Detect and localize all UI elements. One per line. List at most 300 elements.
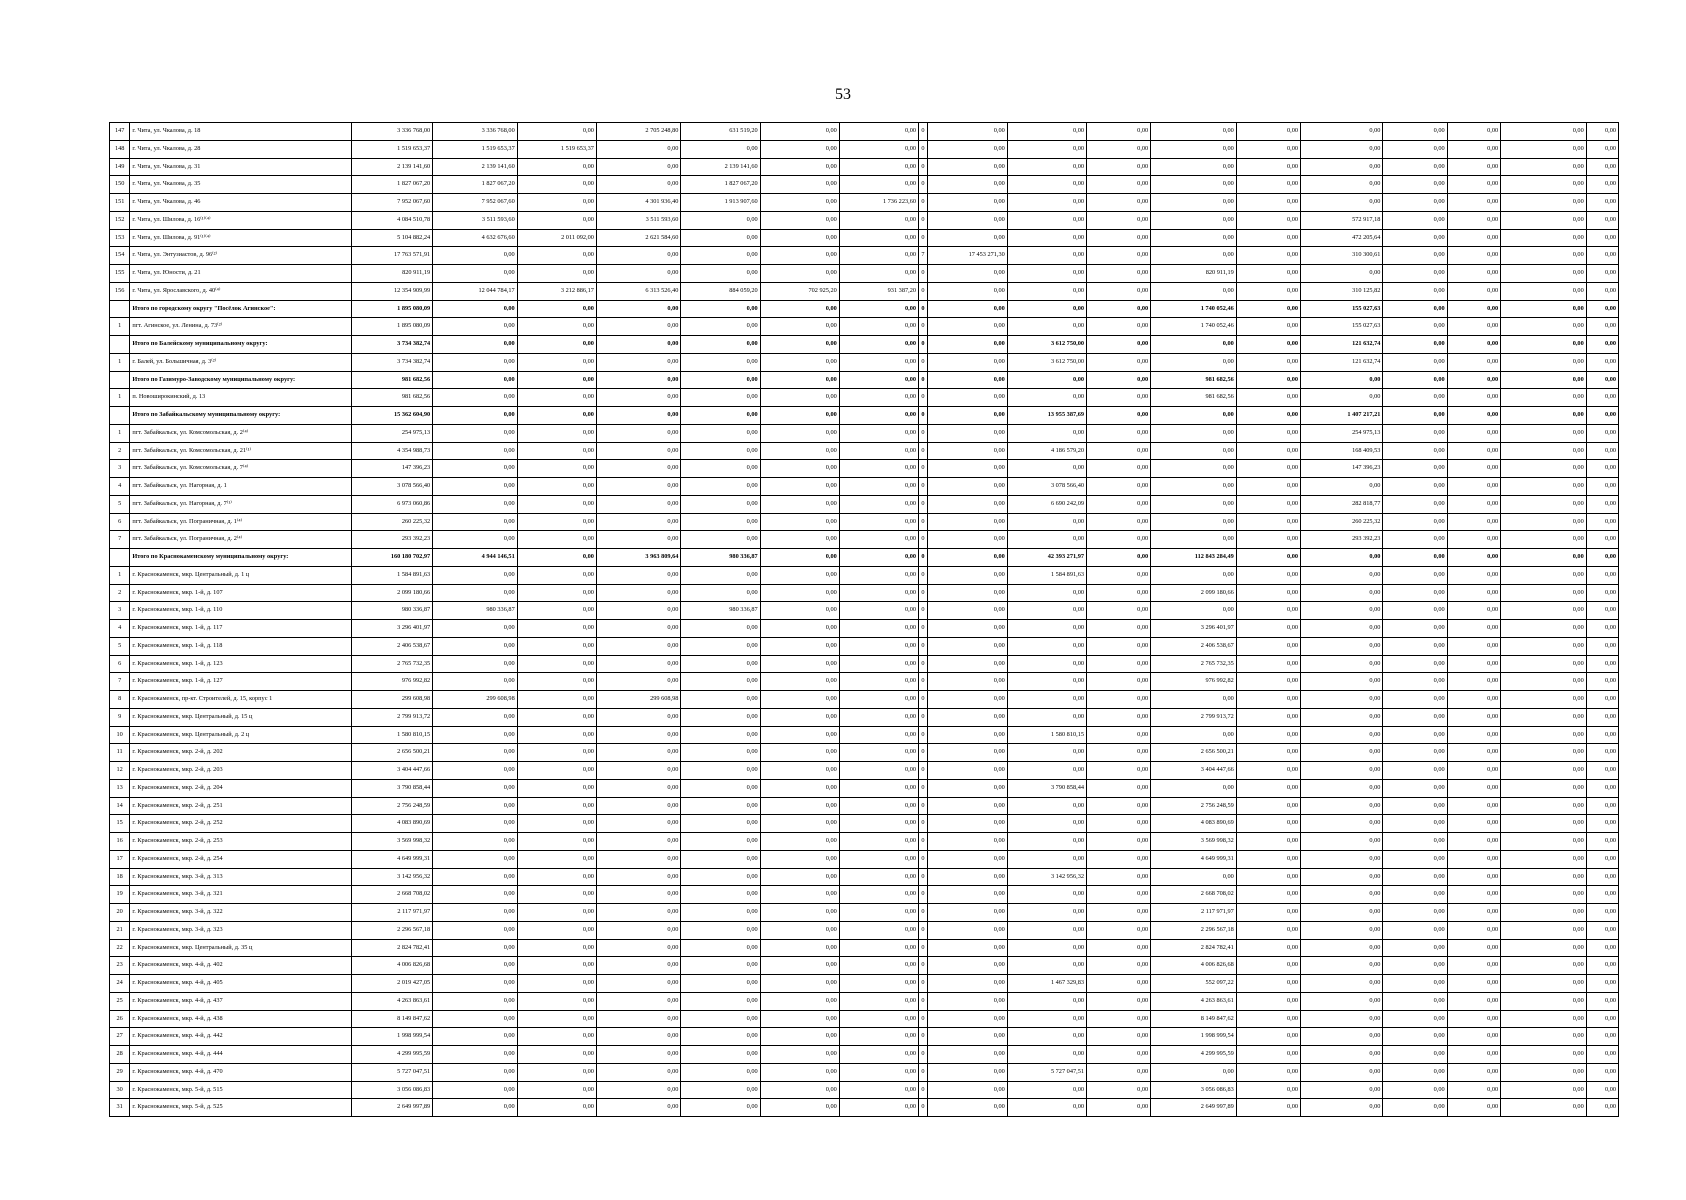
value-cell-col-5: 0,00 (681, 1063, 760, 1081)
value-cell-col-9: 0,00 (927, 336, 1007, 354)
value-cell-col-16: 0,00 (1447, 549, 1501, 567)
value-cell-col-8: 0 (919, 194, 928, 212)
value-cell-col-9: 0,00 (927, 708, 1007, 726)
value-cell-col-7: 0,00 (839, 1046, 918, 1064)
address-cell: г. Краснокаменск, мкр. 4-й, д. 470 (130, 1063, 352, 1081)
value-cell-col-18: 0,00 (1586, 637, 1618, 655)
value-cell-col-3: 0,00 (517, 762, 596, 780)
value-cell-col-4: 0,00 (596, 478, 681, 496)
value-cell-col-15: 0,00 (1383, 300, 1447, 318)
value-cell-col-9: 0,00 (927, 726, 1007, 744)
value-cell-col-16: 0,00 (1447, 1063, 1501, 1081)
value-cell-col-13: 0,00 (1236, 904, 1300, 922)
value-cell-col-9: 0,00 (927, 691, 1007, 709)
value-cell-col-2: 0,00 (433, 1028, 518, 1046)
value-cell-col-3: 0,00 (517, 1099, 596, 1117)
value-cell-col-15: 0,00 (1383, 513, 1447, 531)
value-cell-col-7: 0,00 (839, 1010, 918, 1028)
value-cell-col-9: 0,00 (927, 620, 1007, 638)
value-cell-col-18: 0,00 (1586, 708, 1618, 726)
value-cell-col-7: 0,00 (839, 300, 918, 318)
value-cell-col-6: 0,00 (760, 815, 839, 833)
value-cell-col-2: 299 608,98 (433, 691, 518, 709)
value-cell-col-12: 2 756 248,59 (1151, 797, 1237, 815)
value-cell-col-1: 2 824 782,41 (351, 939, 432, 957)
value-cell-col-16: 0,00 (1447, 176, 1501, 194)
value-cell-col-11: 0,00 (1087, 336, 1151, 354)
value-cell-col-7: 0,00 (839, 779, 918, 797)
value-cell-col-12: 2 824 782,41 (1151, 939, 1237, 957)
value-cell-col-1: 2 019 427,05 (351, 975, 432, 993)
table-total-row (110, 336, 1619, 354)
row-number-cell: 24 (110, 975, 130, 993)
value-cell-col-16: 0,00 (1447, 229, 1501, 247)
value-cell-col-2: 0,00 (433, 1099, 518, 1117)
value-cell-col-4: 0,00 (596, 726, 681, 744)
value-cell-col-1: 254 975,13 (351, 424, 432, 442)
value-cell-col-3: 0,00 (517, 300, 596, 318)
value-cell-col-16: 0,00 (1447, 602, 1501, 620)
value-cell-col-2: 0,00 (433, 407, 518, 425)
value-cell-col-5: 0,00 (681, 211, 760, 229)
value-cell-col-8: 0 (919, 1099, 928, 1117)
value-cell-col-10: 0,00 (1007, 637, 1086, 655)
value-cell-col-13: 0,00 (1236, 584, 1300, 602)
value-cell-col-1: 4 299 995,59 (351, 1046, 432, 1064)
value-cell-col-5: 0,00 (681, 779, 760, 797)
value-cell-col-2: 0,00 (433, 992, 518, 1010)
value-cell-col-1: 4 083 890,69 (351, 815, 432, 833)
value-cell-col-3: 0,00 (517, 247, 596, 265)
value-cell-col-8: 0 (919, 336, 928, 354)
value-cell-col-7: 0,00 (839, 762, 918, 780)
value-cell-col-9: 0,00 (927, 655, 1007, 673)
value-cell-col-3: 0,00 (517, 833, 596, 851)
value-cell-col-16: 0,00 (1447, 478, 1501, 496)
value-cell-col-3: 0,00 (517, 637, 596, 655)
value-cell-col-16: 0,00 (1447, 531, 1501, 549)
row-number-cell: 2 (110, 584, 130, 602)
value-cell-col-4: 0,00 (596, 833, 681, 851)
value-cell-col-11: 0,00 (1087, 211, 1151, 229)
table-row (110, 992, 1619, 1010)
value-cell-col-13: 0,00 (1236, 992, 1300, 1010)
row-number-cell: 153 (110, 229, 130, 247)
value-cell-col-17: 0,00 (1501, 779, 1587, 797)
row-number-cell: 29 (110, 1063, 130, 1081)
value-cell-col-1: 2 656 500,21 (351, 744, 432, 762)
value-cell-col-16: 0,00 (1447, 318, 1501, 336)
table-row (110, 513, 1619, 531)
value-cell-col-6: 0,00 (760, 531, 839, 549)
value-cell-col-9: 0,00 (927, 868, 1007, 886)
value-cell-col-1: 2 117 971,97 (351, 904, 432, 922)
value-cell-col-5: 0,00 (681, 1099, 760, 1117)
value-cell-col-7: 0,00 (839, 158, 918, 176)
value-cell-col-12: 1 998 999,54 (1151, 1028, 1237, 1046)
value-cell-col-8: 0 (919, 886, 928, 904)
value-cell-col-9: 0,00 (927, 229, 1007, 247)
value-cell-col-9: 0,00 (927, 353, 1007, 371)
value-cell-col-17: 0,00 (1501, 655, 1587, 673)
value-cell-col-14: 472 205,64 (1301, 229, 1383, 247)
value-cell-col-4: 0,00 (596, 371, 681, 389)
value-cell-col-14: 0,00 (1301, 637, 1383, 655)
value-cell-col-12: 0,00 (1151, 691, 1237, 709)
value-cell-col-10: 0,00 (1007, 691, 1086, 709)
value-cell-col-6: 0,00 (760, 708, 839, 726)
value-cell-col-2: 0,00 (433, 744, 518, 762)
value-cell-col-2: 0,00 (433, 637, 518, 655)
value-cell-col-2: 0,00 (433, 975, 518, 993)
value-cell-col-18: 0,00 (1586, 123, 1618, 141)
value-cell-col-16: 0,00 (1447, 353, 1501, 371)
value-cell-col-14: 0,00 (1301, 1010, 1383, 1028)
address-cell: г. Краснокаменск, мкр. 3-й, д. 321 (130, 886, 352, 904)
value-cell-col-8: 0 (919, 726, 928, 744)
value-cell-col-14: 0,00 (1301, 549, 1383, 567)
row-number-cell (110, 300, 130, 318)
value-cell-col-13: 0,00 (1236, 602, 1300, 620)
value-cell-col-14: 0,00 (1301, 123, 1383, 141)
value-cell-col-18: 0,00 (1586, 1028, 1618, 1046)
value-cell-col-2: 0,00 (433, 939, 518, 957)
value-cell-col-5: 0,00 (681, 229, 760, 247)
value-cell-col-16: 0,00 (1447, 442, 1501, 460)
value-cell-col-18: 0,00 (1586, 975, 1618, 993)
value-cell-col-5: 0,00 (681, 691, 760, 709)
value-cell-col-14: 0,00 (1301, 815, 1383, 833)
value-cell-col-17: 0,00 (1501, 566, 1587, 584)
value-cell-col-7: 0,00 (839, 531, 918, 549)
value-cell-col-4: 0,00 (596, 975, 681, 993)
table-row (110, 566, 1619, 584)
value-cell-col-5: 0,00 (681, 1046, 760, 1064)
value-cell-col-17: 0,00 (1501, 921, 1587, 939)
value-cell-col-16: 0,00 (1447, 868, 1501, 886)
value-cell-col-12: 0,00 (1151, 407, 1237, 425)
table-row (110, 1010, 1619, 1028)
value-cell-col-8: 0 (919, 1081, 928, 1099)
value-cell-col-6: 0,00 (760, 797, 839, 815)
value-cell-col-2: 0,00 (433, 779, 518, 797)
value-cell-col-8: 0 (919, 921, 928, 939)
value-cell-col-15: 0,00 (1383, 655, 1447, 673)
value-cell-col-6: 0,00 (760, 229, 839, 247)
address-cell: г. Краснокаменск, мкр. 1-й, д. 123 (130, 655, 352, 673)
value-cell-col-17: 0,00 (1501, 637, 1587, 655)
value-cell-col-7: 0,00 (839, 744, 918, 762)
table-row (110, 1028, 1619, 1046)
value-cell-col-1: 147 396,23 (351, 460, 432, 478)
value-cell-col-15: 0,00 (1383, 265, 1447, 283)
value-cell-col-8: 0 (919, 566, 928, 584)
value-cell-col-5: 1 913 907,60 (681, 194, 760, 212)
value-cell-col-8: 0 (919, 371, 928, 389)
value-cell-col-2: 0,00 (433, 460, 518, 478)
value-cell-col-18: 0,00 (1586, 247, 1618, 265)
total-label-cell: Итого по Балейскому муниципальному округу: (130, 336, 352, 354)
value-cell-col-14: 0,00 (1301, 797, 1383, 815)
value-cell-col-2: 0,00 (433, 1063, 518, 1081)
value-cell-col-13: 0,00 (1236, 850, 1300, 868)
value-cell-col-5: 0,00 (681, 371, 760, 389)
value-cell-col-12: 3 569 998,32 (1151, 833, 1237, 851)
value-cell-col-9: 0,00 (927, 779, 1007, 797)
value-cell-col-8: 0 (919, 1046, 928, 1064)
value-cell-col-17: 0,00 (1501, 140, 1587, 158)
value-cell-col-13: 0,00 (1236, 211, 1300, 229)
value-cell-col-13: 0,00 (1236, 566, 1300, 584)
value-cell-col-10: 0,00 (1007, 211, 1086, 229)
value-cell-col-15: 0,00 (1383, 531, 1447, 549)
row-number-cell: 17 (110, 850, 130, 868)
value-cell-col-11: 0,00 (1087, 584, 1151, 602)
value-cell-col-11: 0,00 (1087, 318, 1151, 336)
value-cell-col-17: 0,00 (1501, 1046, 1587, 1064)
value-cell-col-6: 0,00 (760, 655, 839, 673)
row-number-cell: 6 (110, 513, 130, 531)
value-cell-col-16: 0,00 (1447, 584, 1501, 602)
value-cell-col-7: 0,00 (839, 850, 918, 868)
value-cell-col-18: 0,00 (1586, 1063, 1618, 1081)
value-cell-col-15: 0,00 (1383, 957, 1447, 975)
value-cell-col-3: 0,00 (517, 442, 596, 460)
value-cell-col-18: 0,00 (1586, 779, 1618, 797)
value-cell-col-14: 0,00 (1301, 176, 1383, 194)
row-number-cell: 3 (110, 460, 130, 478)
address-cell: г. Краснокаменск, мкр. 4-й, д. 444 (130, 1046, 352, 1064)
value-cell-col-17: 0,00 (1501, 708, 1587, 726)
value-cell-col-2: 0,00 (433, 424, 518, 442)
value-cell-col-17: 0,00 (1501, 123, 1587, 141)
table-row (110, 637, 1619, 655)
value-cell-col-16: 0,00 (1447, 1081, 1501, 1099)
value-cell-col-2: 0,00 (433, 620, 518, 638)
value-cell-col-17: 0,00 (1501, 389, 1587, 407)
value-cell-col-12: 2 765 732,35 (1151, 655, 1237, 673)
value-cell-col-2: 0,00 (433, 265, 518, 283)
value-cell-col-15: 0,00 (1383, 833, 1447, 851)
value-cell-col-9: 0,00 (927, 531, 1007, 549)
value-cell-col-16: 0,00 (1447, 992, 1501, 1010)
value-cell-col-17: 0,00 (1501, 371, 1587, 389)
value-cell-col-16: 0,00 (1447, 389, 1501, 407)
table-row (110, 673, 1619, 691)
value-cell-col-10: 0,00 (1007, 797, 1086, 815)
value-cell-col-8: 0 (919, 211, 928, 229)
value-cell-col-1: 7 952 067,60 (351, 194, 432, 212)
value-cell-col-5: 0,00 (681, 336, 760, 354)
value-cell-col-2: 3 336 768,00 (433, 123, 518, 141)
value-cell-col-12: 4 263 863,61 (1151, 992, 1237, 1010)
value-cell-col-9: 0,00 (927, 389, 1007, 407)
value-cell-col-18: 0,00 (1586, 353, 1618, 371)
value-cell-col-9: 0,00 (927, 549, 1007, 567)
value-cell-col-10: 0,00 (1007, 1081, 1086, 1099)
row-number-cell: 28 (110, 1046, 130, 1064)
value-cell-col-5: 0,00 (681, 513, 760, 531)
value-cell-col-5: 0,00 (681, 1081, 760, 1099)
value-cell-col-13: 0,00 (1236, 407, 1300, 425)
value-cell-col-15: 0,00 (1383, 815, 1447, 833)
value-cell-col-12: 0,00 (1151, 247, 1237, 265)
value-cell-col-3: 0,00 (517, 1046, 596, 1064)
value-cell-col-3: 0,00 (517, 513, 596, 531)
address-cell: г. Краснокаменск, мкр. 2-й, д. 252 (130, 815, 352, 833)
value-cell-col-16: 0,00 (1447, 850, 1501, 868)
value-cell-col-1: 4 354 988,73 (351, 442, 432, 460)
value-cell-col-17: 0,00 (1501, 1028, 1587, 1046)
value-cell-col-13: 0,00 (1236, 637, 1300, 655)
value-cell-col-1: 1 895 080,09 (351, 300, 432, 318)
value-cell-col-13: 0,00 (1236, 531, 1300, 549)
value-cell-col-11: 0,00 (1087, 478, 1151, 496)
value-cell-col-13: 0,00 (1236, 726, 1300, 744)
value-cell-col-6: 0,00 (760, 584, 839, 602)
value-cell-col-16: 0,00 (1447, 708, 1501, 726)
value-cell-col-15: 0,00 (1383, 886, 1447, 904)
value-cell-col-12: 3 404 447,66 (1151, 762, 1237, 780)
value-cell-col-10: 0,00 (1007, 584, 1086, 602)
value-cell-col-3: 0,00 (517, 1063, 596, 1081)
value-cell-col-9: 0,00 (927, 1099, 1007, 1117)
value-cell-col-8: 0 (919, 708, 928, 726)
value-cell-col-6: 0,00 (760, 318, 839, 336)
value-cell-col-2: 12 044 784,17 (433, 282, 518, 300)
value-cell-col-17: 0,00 (1501, 531, 1587, 549)
value-cell-col-9: 0,00 (927, 1046, 1007, 1064)
value-cell-col-16: 0,00 (1447, 921, 1501, 939)
value-cell-col-7: 0,00 (839, 833, 918, 851)
value-cell-col-8: 0 (919, 424, 928, 442)
value-cell-col-10: 0,00 (1007, 886, 1086, 904)
address-cell: г. Краснокаменск, мкр. 4-й, д. 438 (130, 1010, 352, 1028)
value-cell-col-5: 0,00 (681, 531, 760, 549)
value-cell-col-6: 0,00 (760, 424, 839, 442)
value-cell-col-15: 0,00 (1383, 140, 1447, 158)
value-cell-col-2: 0,00 (433, 353, 518, 371)
value-cell-col-18: 0,00 (1586, 229, 1618, 247)
value-cell-col-14: 0,00 (1301, 992, 1383, 1010)
value-cell-col-5: 0,00 (681, 939, 760, 957)
value-cell-col-7: 0,00 (839, 921, 918, 939)
value-cell-col-4: 6 313 526,40 (596, 282, 681, 300)
value-cell-col-4: 0,00 (596, 247, 681, 265)
value-cell-col-4: 2 621 584,60 (596, 229, 681, 247)
value-cell-col-1: 980 336,87 (351, 602, 432, 620)
value-cell-col-6: 0,00 (760, 247, 839, 265)
value-cell-col-3: 0,00 (517, 850, 596, 868)
value-cell-col-12: 4 649 999,31 (1151, 850, 1237, 868)
value-cell-col-14: 0,00 (1301, 886, 1383, 904)
value-cell-col-13: 0,00 (1236, 762, 1300, 780)
value-cell-col-16: 0,00 (1447, 833, 1501, 851)
row-number-cell: 4 (110, 478, 130, 496)
value-cell-col-5: 0,00 (681, 797, 760, 815)
value-cell-col-14: 0,00 (1301, 620, 1383, 638)
page-number: 53 (835, 86, 851, 103)
value-cell-col-9: 0,00 (927, 158, 1007, 176)
value-cell-col-5: 0,00 (681, 815, 760, 833)
value-cell-col-5: 0,00 (681, 655, 760, 673)
value-cell-col-12: 0,00 (1151, 868, 1237, 886)
value-cell-col-8: 0 (919, 318, 928, 336)
address-cell: г. Чита, ул. Чкалова, д. 46 (130, 194, 352, 212)
value-cell-col-3: 0,00 (517, 176, 596, 194)
table-row (110, 176, 1619, 194)
value-cell-col-16: 0,00 (1447, 975, 1501, 993)
value-cell-col-13: 0,00 (1236, 460, 1300, 478)
value-cell-col-1: 2 139 141,60 (351, 158, 432, 176)
value-cell-col-14: 0,00 (1301, 673, 1383, 691)
address-cell: г. Краснокаменск, мкр. Центральный, д. 15 ц (130, 708, 352, 726)
value-cell-col-2: 0,00 (433, 442, 518, 460)
value-cell-col-16: 0,00 (1447, 744, 1501, 762)
address-cell: г. Краснокаменск, мкр. 1-й, д. 117 (130, 620, 352, 638)
value-cell-col-13: 0,00 (1236, 1028, 1300, 1046)
value-cell-col-10: 3 078 566,40 (1007, 478, 1086, 496)
value-cell-col-11: 0,00 (1087, 549, 1151, 567)
value-cell-col-14: 121 632,74 (1301, 336, 1383, 354)
value-cell-col-13: 0,00 (1236, 921, 1300, 939)
value-cell-col-17: 0,00 (1501, 850, 1587, 868)
value-cell-col-6: 0,00 (760, 975, 839, 993)
value-cell-col-8: 0 (919, 353, 928, 371)
value-cell-col-10: 0,00 (1007, 424, 1086, 442)
value-cell-col-5: 0,00 (681, 744, 760, 762)
value-cell-col-2: 7 952 067,60 (433, 194, 518, 212)
value-cell-col-18: 0,00 (1586, 566, 1618, 584)
row-number-cell: 150 (110, 176, 130, 194)
value-cell-col-8: 0 (919, 513, 928, 531)
value-cell-col-11: 0,00 (1087, 1028, 1151, 1046)
value-cell-col-8: 0 (919, 265, 928, 283)
value-cell-col-6: 0,00 (760, 762, 839, 780)
value-cell-col-6: 0,00 (760, 939, 839, 957)
value-cell-col-6: 0,00 (760, 353, 839, 371)
value-cell-col-12: 0,00 (1151, 282, 1237, 300)
value-cell-col-5: 0,00 (681, 957, 760, 975)
value-cell-col-17: 0,00 (1501, 886, 1587, 904)
value-cell-col-13: 0,00 (1236, 389, 1300, 407)
value-cell-col-10: 0,00 (1007, 176, 1086, 194)
value-cell-col-12: 3 056 086,83 (1151, 1081, 1237, 1099)
value-cell-col-11: 0,00 (1087, 1046, 1151, 1064)
value-cell-col-4: 0,00 (596, 495, 681, 513)
value-cell-col-14: 0,00 (1301, 744, 1383, 762)
value-cell-col-4: 0,00 (596, 655, 681, 673)
address-cell: г. Краснокаменск, мкр. 1-й, д. 127 (130, 673, 352, 691)
value-cell-col-4: 0,00 (596, 1063, 681, 1081)
value-cell-col-1: 3 142 956,32 (351, 868, 432, 886)
value-cell-col-2: 0,00 (433, 762, 518, 780)
value-cell-col-16: 0,00 (1447, 140, 1501, 158)
value-cell-col-8: 0 (919, 762, 928, 780)
row-number-cell: 5 (110, 495, 130, 513)
value-cell-col-8: 0 (919, 495, 928, 513)
value-cell-col-2: 0,00 (433, 1010, 518, 1028)
value-cell-col-14: 310 300,61 (1301, 247, 1383, 265)
value-cell-col-11: 0,00 (1087, 655, 1151, 673)
value-cell-col-8: 0 (919, 1063, 928, 1081)
total-label-cell: Итого по городскому округу "Посёлок Агинское": (130, 300, 352, 318)
value-cell-col-15: 0,00 (1383, 726, 1447, 744)
value-cell-col-14: 168 409,53 (1301, 442, 1383, 460)
value-cell-col-9: 0,00 (927, 1063, 1007, 1081)
value-cell-col-18: 0,00 (1586, 1081, 1618, 1099)
value-cell-col-8: 0 (919, 744, 928, 762)
